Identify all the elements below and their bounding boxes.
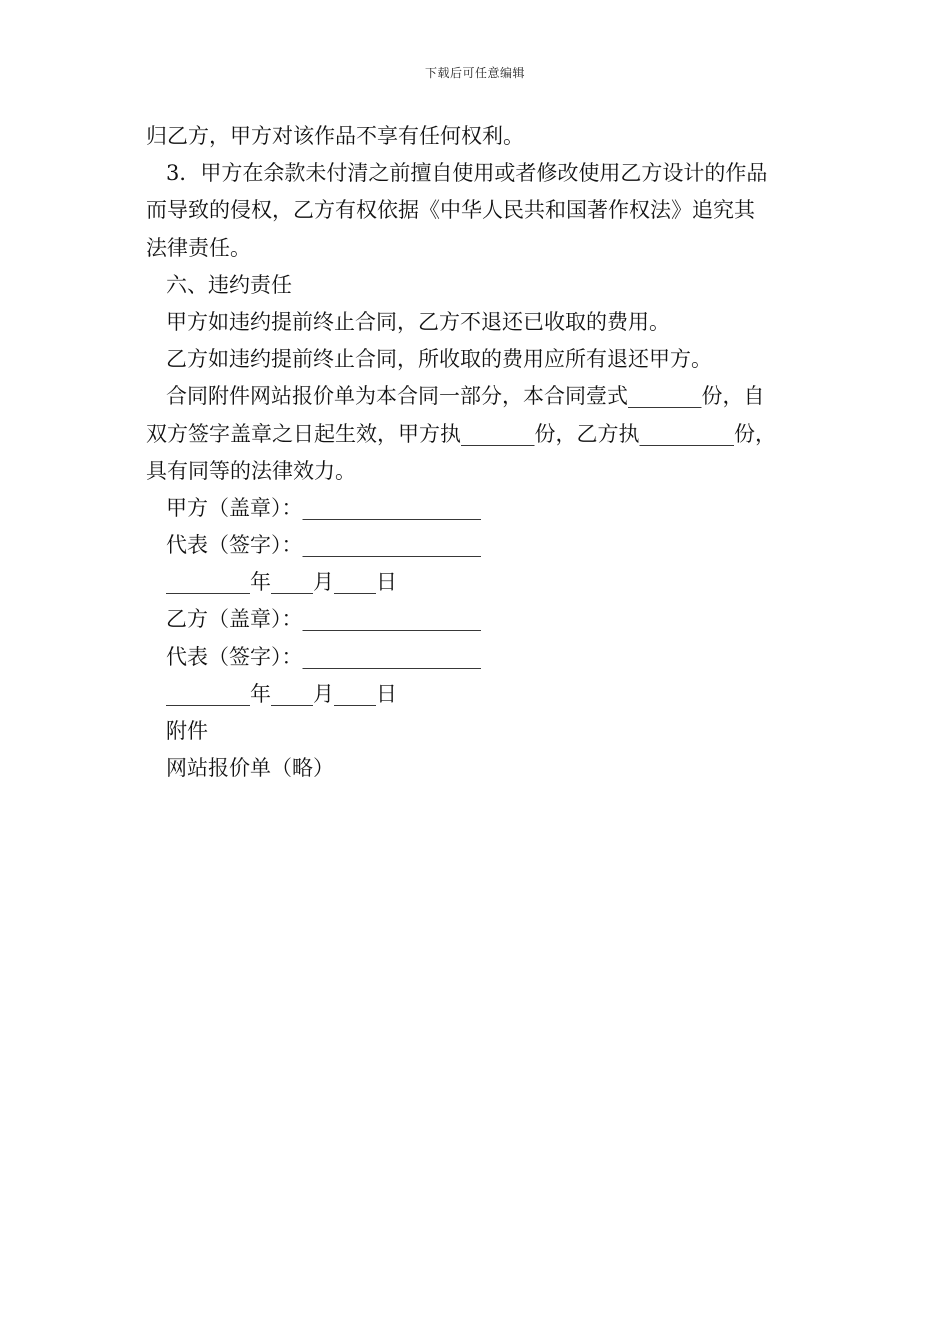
party-a-seal-field: 甲方（盖章）：_________________ xyxy=(166,495,481,520)
party-a-date-field: ________年____月____日 xyxy=(166,570,397,595)
party-b-signature-field: 代表（签字）：_________________ xyxy=(166,644,481,669)
party-b-date-field: ________年____月____日 xyxy=(166,681,397,706)
party-b-seal-field: 乙方（盖章）：_________________ xyxy=(166,607,481,632)
section-heading-breach: 六、违约责任 xyxy=(166,272,292,297)
contract-text xyxy=(146,118,816,787)
paragraph-ownership-end: 归乙方，甲方对该作品不享有任何权利。 xyxy=(146,124,524,148)
copies-clause-line-1: 合同附件网站报价单为本合同一部分，本合同壹式_______份，自 xyxy=(166,384,765,409)
clause-3-line-1: 3．甲方在余款未付清之前擅自使用或者修改使用乙方设计的作品 xyxy=(166,161,768,186)
clause-3-line-3: 法律责任。 xyxy=(146,235,251,260)
copies-clause-line-2: 双方签字盖章之日起生效，甲方执_______份，乙方执_________份， xyxy=(146,421,776,446)
clause-3-line-2: 而导致的侵权，乙方有权依据《中华人民共和国著作权法》追究其 xyxy=(146,198,755,223)
breach-party-a: 甲方如违约提前终止合同，乙方不退还已收取的费用。 xyxy=(166,309,670,334)
copies-clause-line-3: 具有同等的法律效力。 xyxy=(146,458,356,483)
party-a-signature-field: 代表（签字）：_________________ xyxy=(166,533,481,558)
attachment-item: 网站报价单（略） xyxy=(166,756,334,781)
breach-party-b: 乙方如违约提前终止合同，所收取的费用应所有退还甲方。 xyxy=(166,347,712,372)
page-header-note: 下载后可任意编辑 xyxy=(424,66,525,80)
attachment-heading: 附件 xyxy=(166,719,208,743)
